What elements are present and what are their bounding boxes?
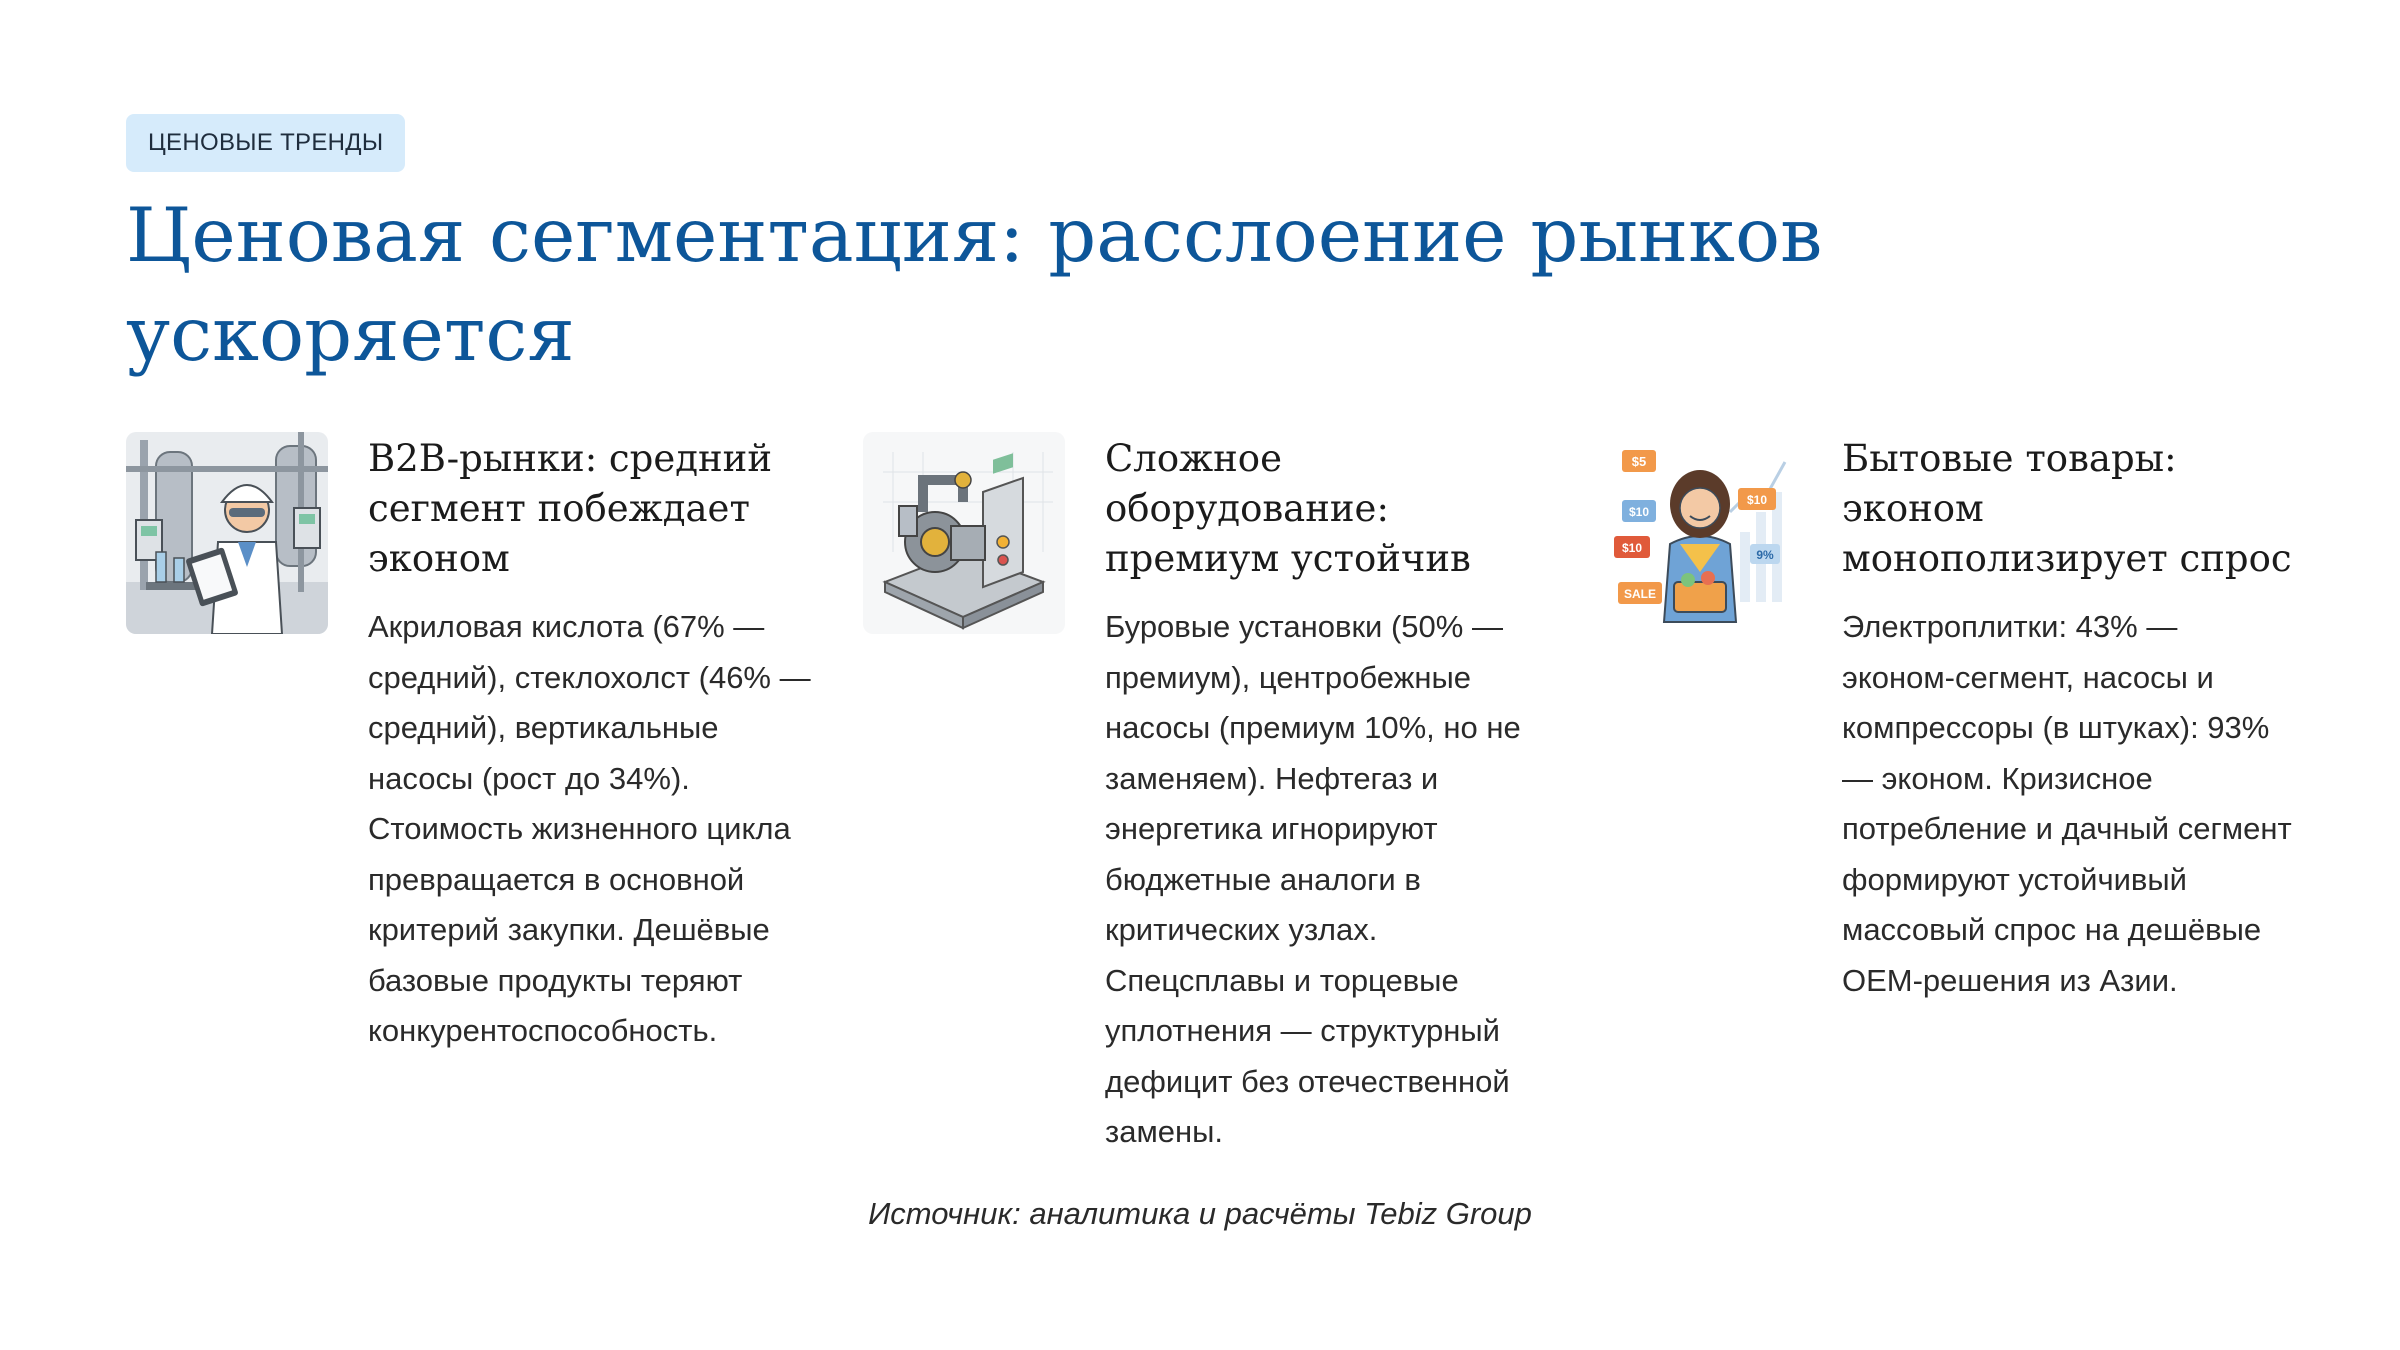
- industrial-machine-icon: [863, 432, 1065, 634]
- card-body: Буровые установки (50% — премиум), центробежные насосы (премиум 10%, но не заменяем). Нефтегаз и энергетика игнорируют бюджетные аналоги в критических узлах. Спецсплавы и торцевые уплотнения — структурный дефицит без отечественной замены.: [1105, 609, 1521, 1149]
- card-heading: Сложное оборудование: премиум устойчив: [1105, 437, 1471, 580]
- card-heading: B2B-рынки: средний сегмент побеждает эконом: [368, 437, 772, 580]
- card-text: [368, 432, 818, 1057]
- page-title: Ценовая сегментация: расслоение рынков ускоряется: [126, 191, 1823, 378]
- card-heading: Бытовые товары: эконом монополизирует спрос: [1842, 437, 2292, 580]
- card-body: Электроплитки: 43% — эконом-сегмент, насосы и компрессоры (в штуках): 93% — эконом. Кризисное потребление и дачный сегмент формируют устойчивый массовый спрос на дешёвые OEM-решения из Азии.: [1842, 609, 2292, 998]
- card-body: Акриловая кислота (67% — средний), стеклохолст (46% — средний), вертикальные насосы (рост до 34%). Стоимость жизненного цикла превращается в основной критерий закупки. Дешёвые базовые продукты теряют конкурентоспособность.: [368, 609, 811, 1048]
- card-complex-equipment: [863, 432, 1563, 1192]
- price-tag-10-right: $10: [1746, 493, 1768, 507]
- card-text: [1105, 432, 1555, 1158]
- shopper-illustration-icon: [1600, 432, 1802, 634]
- price-tag-10-left-bottom: $10: [1621, 541, 1643, 555]
- card-b2b-markets: [126, 432, 826, 1192]
- engineer-illustration-icon: [126, 432, 328, 634]
- card-household-goods: [1600, 432, 2300, 1192]
- price-tag-10-left-top: $10: [1628, 505, 1650, 519]
- price-tag-5: $5: [1631, 454, 1647, 469]
- source-note: Источник: аналитика и расчёты Tebiz Group: [868, 1196, 1532, 1231]
- price-tag-sale: SALE: [1623, 587, 1657, 601]
- card-text: [1842, 432, 2292, 1006]
- section-tag: ЦЕНОВЫЕ ТРЕНДЫ: [126, 114, 405, 172]
- price-tag-percent: 9%: [1756, 548, 1774, 562]
